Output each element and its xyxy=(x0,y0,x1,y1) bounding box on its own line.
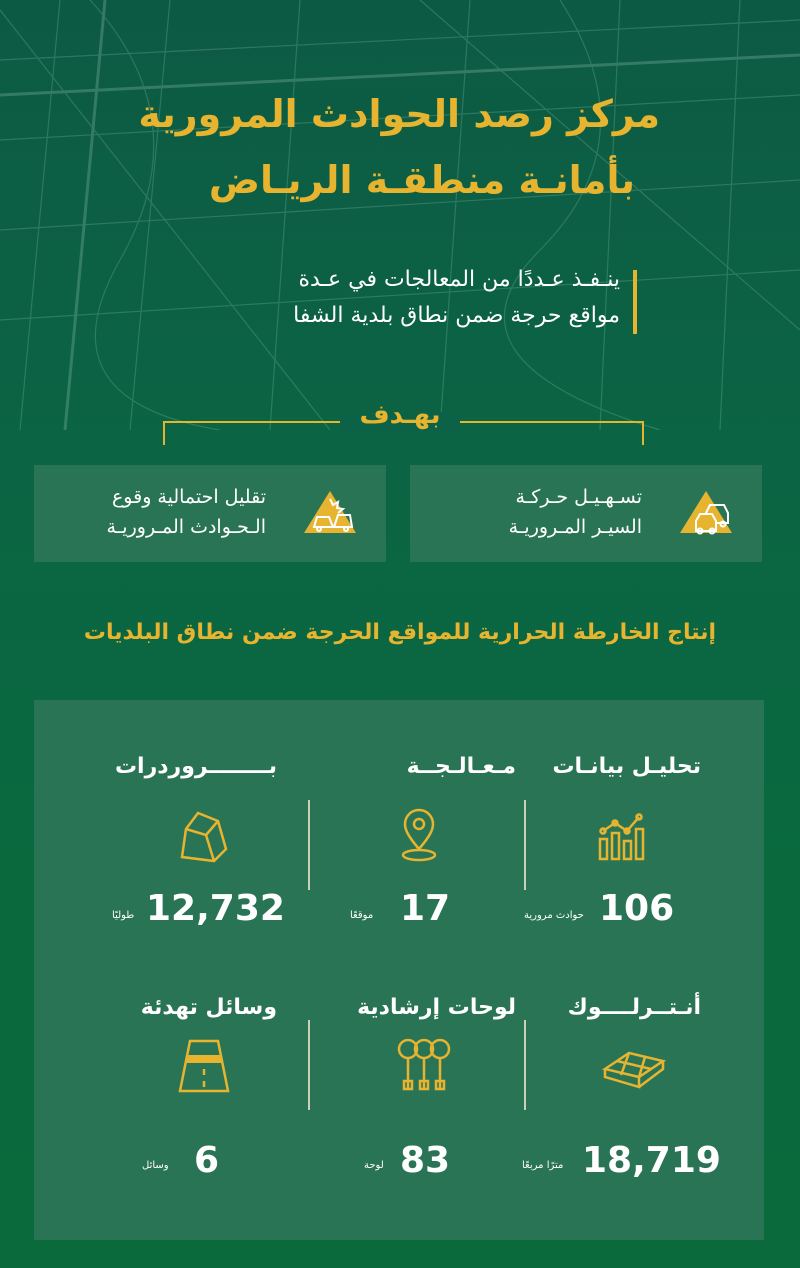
interlock-bricks-icon xyxy=(599,1035,669,1095)
stats-panel xyxy=(34,700,764,1240)
stat-value-guidance-signs: 83 xyxy=(400,1140,451,1181)
divider xyxy=(524,1020,526,1110)
goal-traffic-line-2: السيـر المـروريـة xyxy=(508,516,642,538)
goal-card-reduce-accidents xyxy=(34,465,386,562)
page-title-line-2: بأمانـة منطقـة الريـاض xyxy=(208,158,635,202)
goal-accidents-line-1: تقليل احتمالية وقوع xyxy=(111,486,266,508)
stat-unit-traffic-calming: وسائل xyxy=(142,1160,169,1171)
stat-unit-treatment: موقعًا xyxy=(350,910,374,921)
divider xyxy=(308,1020,310,1110)
cars-warning-icon xyxy=(676,487,740,537)
stat-label-treatment: مـعـالـجــة xyxy=(406,754,516,779)
location-pin-icon xyxy=(389,805,449,865)
heatmap-title: إنتاج الخارطة الحرارية للمواقع الحرجة ضمن نطاق البلديات xyxy=(83,620,717,645)
stat-value-treatment: 17 xyxy=(400,888,451,929)
goal-label: بهـدف xyxy=(359,400,441,430)
page-title-line-1: مركز رصد الحوادث المرورية xyxy=(138,92,660,136)
barrier-block-icon xyxy=(174,805,234,865)
divider xyxy=(524,800,526,890)
stat-value-barriers: 12,732 xyxy=(146,888,285,929)
stat-label-barriers: بــــــــروردرات xyxy=(114,754,277,779)
divider xyxy=(308,800,310,890)
stat-unit-data-analysis: حوادث مرورية xyxy=(524,910,584,921)
stat-label-traffic-calming: وسائل تهدئة xyxy=(140,995,277,1020)
road-signs-icon xyxy=(394,1035,454,1095)
stat-unit-barriers: طوليًا xyxy=(112,910,135,921)
goal-card-traffic-flow xyxy=(410,465,762,562)
stat-value-data-analysis: 106 xyxy=(599,888,675,929)
map-background xyxy=(0,0,800,430)
intro-line-2: مواقع حرجة ضمن نطاق بلدية الشفا xyxy=(293,303,620,328)
goal-accidents-line-2: الـحـوادث المـروريـة xyxy=(106,516,266,538)
intro-accent-bar xyxy=(633,270,637,334)
intro-line-1: ينـفـذ عـددًا من المعالجات في عـدة xyxy=(298,267,620,292)
stat-label-interlock: أنـتــرلــــوك xyxy=(567,995,701,1020)
speed-bump-icon xyxy=(174,1035,234,1095)
goal-traffic-line-1: تسـهـيـل حـركـة xyxy=(515,486,642,508)
stat-unit-interlock: مترًا مربعًا xyxy=(522,1160,564,1171)
stat-label-guidance-signs: لوحات إرشادية xyxy=(357,995,516,1020)
stat-value-traffic-calming: 6 xyxy=(194,1140,220,1181)
bar-chart-icon xyxy=(594,805,654,865)
stat-label-data-analysis: تحليـل بيانـات xyxy=(552,754,701,779)
stat-unit-guidance-signs: لوحة xyxy=(364,1160,384,1171)
collision-warning-icon xyxy=(300,487,364,537)
stat-value-interlock: 18,719 xyxy=(582,1140,721,1181)
intro-text xyxy=(293,262,620,334)
